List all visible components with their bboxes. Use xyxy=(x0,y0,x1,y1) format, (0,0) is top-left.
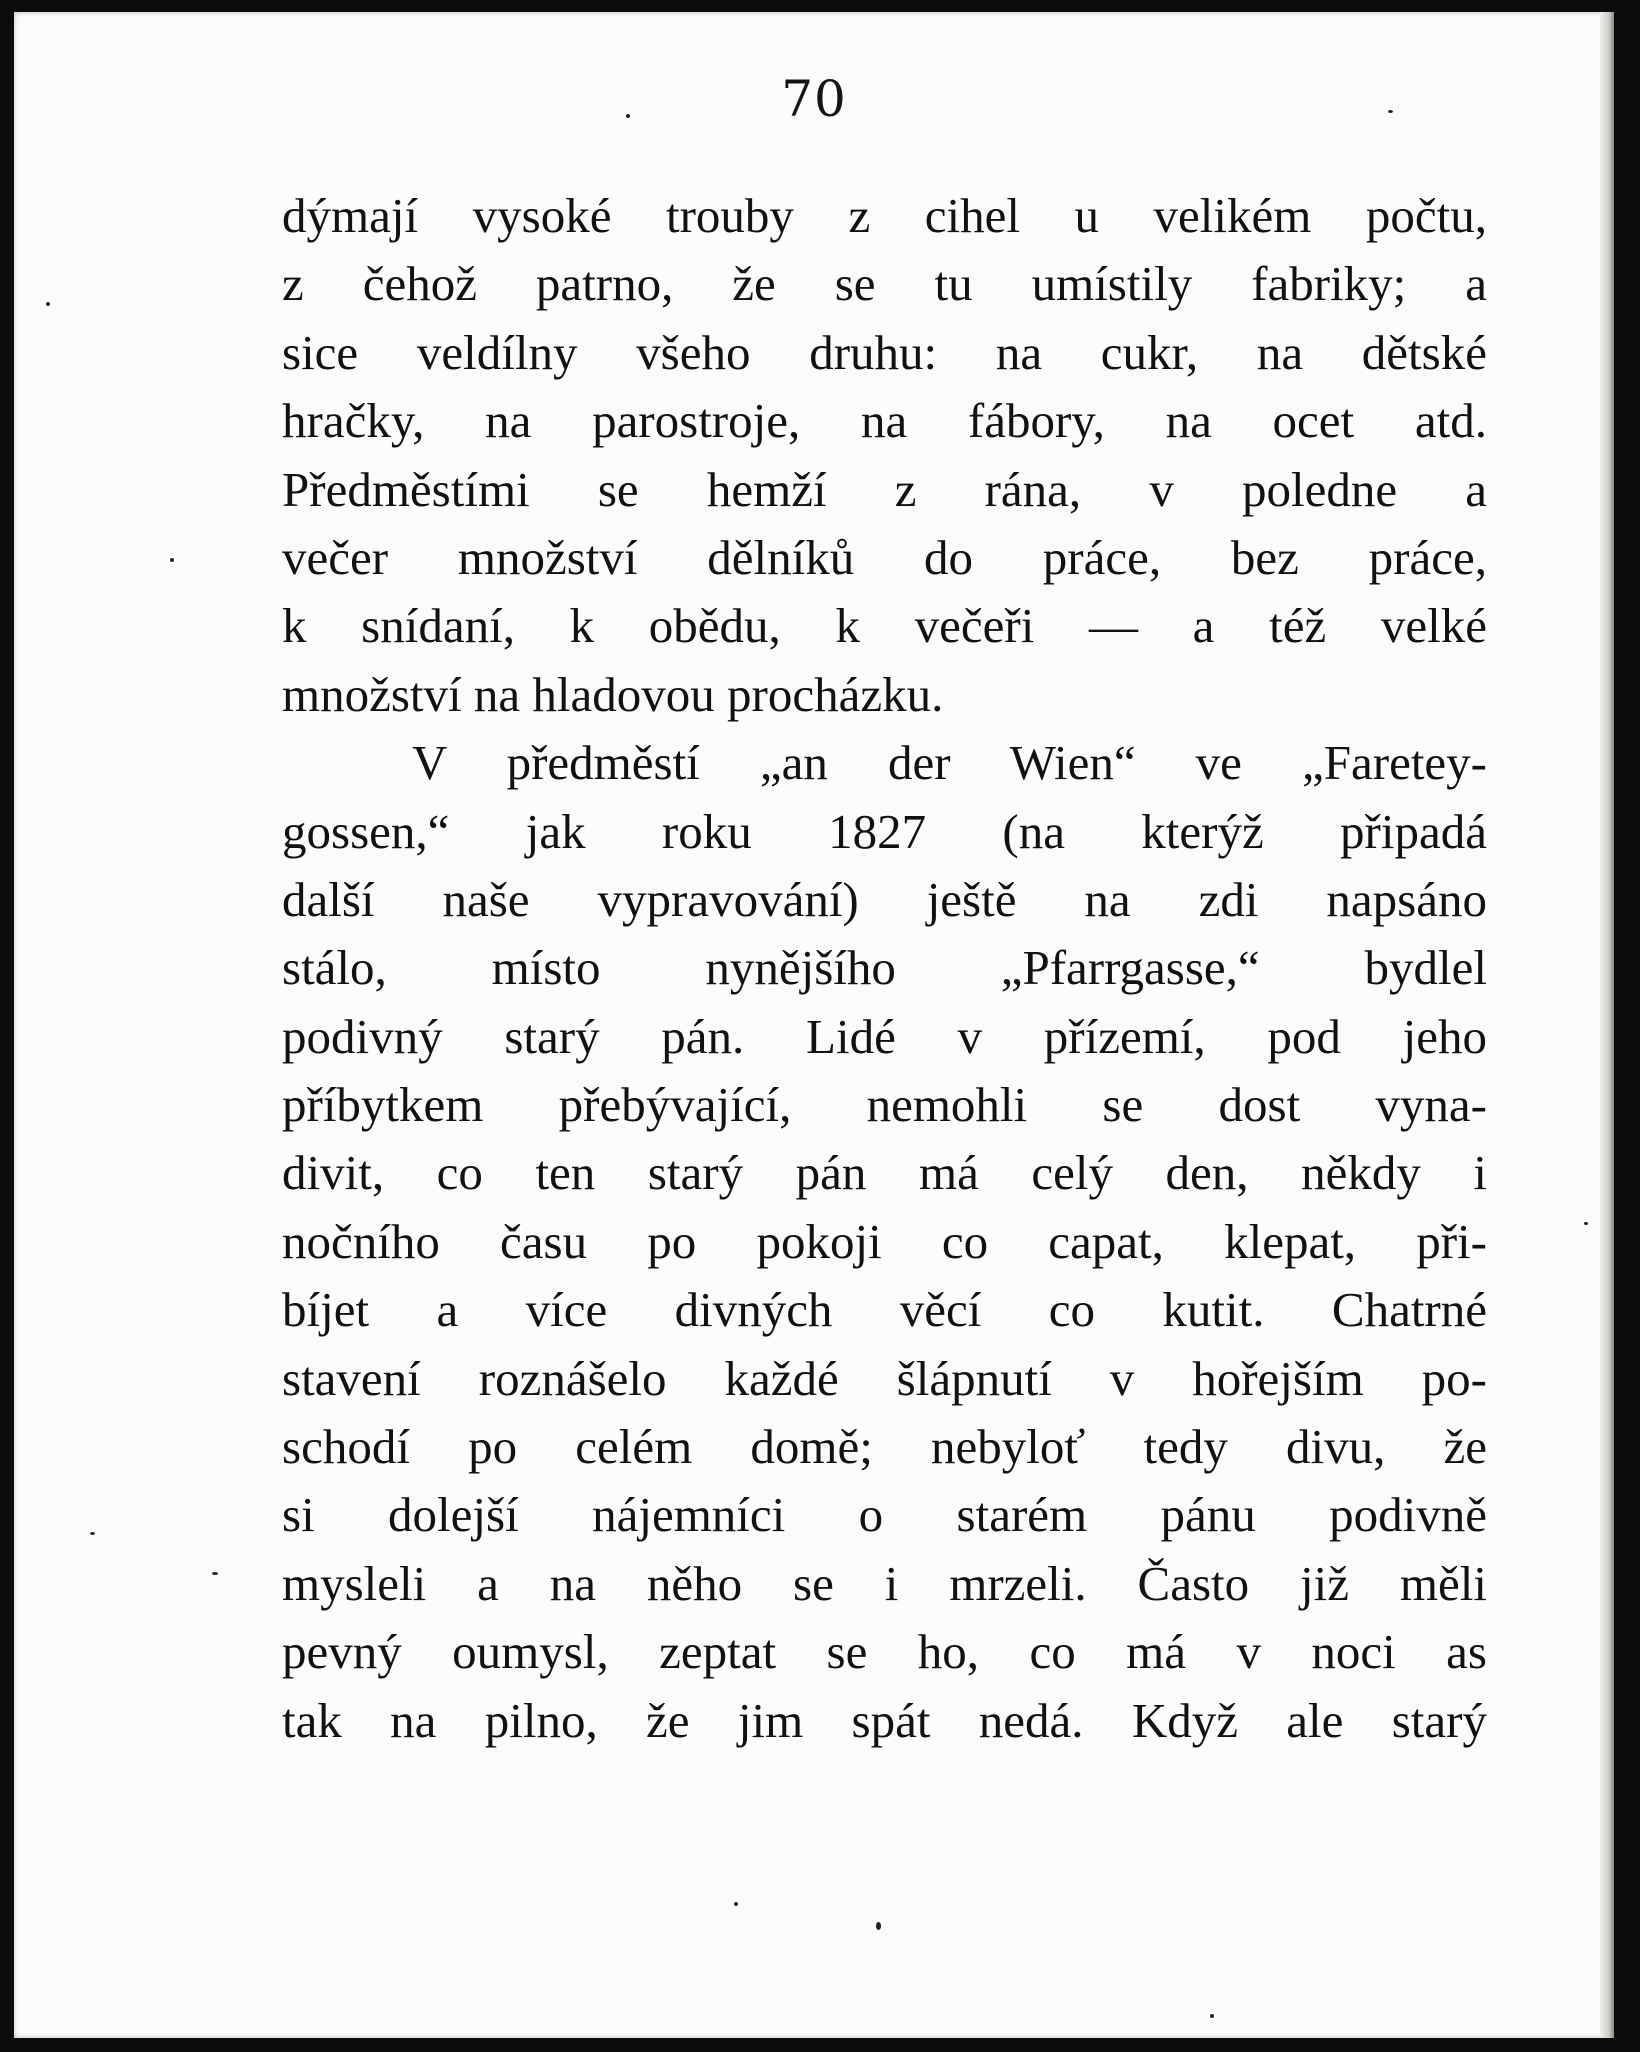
dust-speck xyxy=(46,302,50,306)
body-text xyxy=(282,182,1487,1755)
text-line: stálo, místo nynějšího „Pfarrgasse,“ bydlel xyxy=(282,940,1487,996)
text-line: hračky, na parostroje, na fábory, na ocet atd. xyxy=(282,393,1487,449)
text-line: z čehož patrno, že se tu umístily fabriky; a xyxy=(282,256,1487,312)
book-page xyxy=(14,12,1614,2038)
text-line: pevný oumysl, zeptat se ho, co má v noci as xyxy=(282,1624,1487,1680)
text-line: podivný starý pán. Lidé v přízemí, pod jeho xyxy=(282,1008,1487,1064)
text-line: Předměstími se hemží z rána, v poledne a xyxy=(282,461,1487,517)
text-line: stavení roznášelo každé šlápnutí v hořejším po- xyxy=(282,1350,1487,1406)
dust-speck xyxy=(90,1532,95,1535)
text-line: další naše vypravování) ještě na zdi napsáno xyxy=(282,871,1487,927)
dust-speck xyxy=(1210,2014,1214,2018)
text-line: bíjet a více divných věcí co kutit. Chatrné xyxy=(282,1282,1487,1338)
text-line: dýmají vysoké trouby z cihel u velikém počtu, xyxy=(282,188,1487,243)
text-line: V předměstí „an der Wien“ ve „Faretey- xyxy=(412,735,1487,791)
dust-speck xyxy=(734,1902,738,1906)
page-edge xyxy=(1600,12,1614,2038)
text-line: tak na pilno, že jim spát nedá. Když ale starý xyxy=(282,1692,1487,1748)
text-line: gossen,“ jak roku 1827 (na kterýž připadá xyxy=(282,803,1487,859)
page-number: 70 xyxy=(781,70,847,128)
dust-speck xyxy=(1584,1222,1588,1225)
text-line: množství na hladovou procházku. xyxy=(282,666,944,722)
text-line: nočního času po pokoji co capat, klepat, při- xyxy=(282,1213,1487,1269)
dust-speck xyxy=(626,114,630,118)
dust-speck xyxy=(170,558,174,562)
text-line: večer množství dělníků do práce, bez práce, xyxy=(282,529,1487,585)
text-line: divit, co ten starý pán má celý den, někdy i xyxy=(282,1145,1487,1201)
text-line: k snídaní, k obědu, k večeři — a též velké xyxy=(282,598,1487,654)
dust-speck xyxy=(1388,110,1393,113)
text-line: mysleli a na něho se i mrzeli. Často již měli xyxy=(282,1555,1487,1611)
text-line: příbytkem přebývající, nemohli se dost vyna- xyxy=(282,1077,1487,1133)
dust-speck xyxy=(876,1922,881,1930)
text-line: si dolejší nájemníci o starém pánu podivně xyxy=(282,1487,1487,1543)
text-line: sice veldílny všeho druhu: na cukr, na dětské xyxy=(282,324,1487,380)
dust-speck xyxy=(212,1572,218,1575)
text-line: schodí po celém domě; nebyloť tedy divu, že xyxy=(282,1419,1487,1475)
